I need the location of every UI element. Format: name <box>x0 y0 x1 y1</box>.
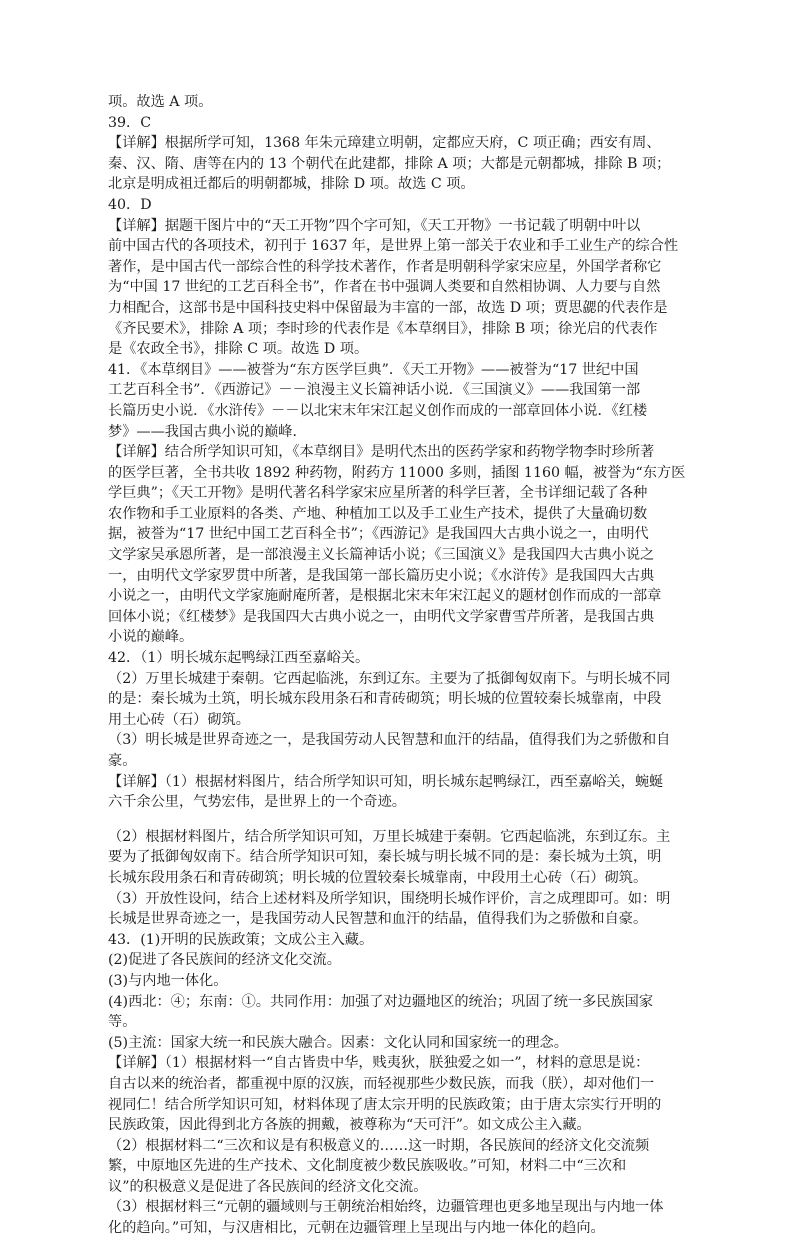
text-line: 的是：秦长城为土筑，明长城东段用条石和青砖砌筑；明长城的位置较秦长城靠南，中段 <box>108 691 662 708</box>
text-line: 回体小说；《红楼梦》是我国四大古典小说之一，由明代文学家曹雪芹所著，是我国古典 <box>108 608 655 625</box>
text-line: 用土心砖（石）砌筑。 <box>108 711 250 728</box>
text-line: 长城东段用条石和青砖砌筑；明长城的位置较秦长城靠南，中段用土心砖（石）砌筑。 <box>108 869 648 886</box>
blank-gap <box>108 813 708 827</box>
text-line: 六千余公里，气势宏伟，是世界上的一个奇迹。 <box>108 794 406 811</box>
text-line: 豪。 <box>108 753 137 769</box>
text-line: 自古以来的统治者，都重视中原的汉族，而轻视那些少数民族，而我（朕），却对他们一 <box>108 1075 655 1092</box>
text-line: 长城是世界奇迹之一，是我国劳动人民智慧和血汗的结晶，值得我们为之骄傲和自豪。 <box>108 911 648 928</box>
text-line: 一，由明代文学家罗贯中所著，是我国第一部长篇历史小说；《水浒传》是我国四大古典 <box>108 567 655 584</box>
text-line: 前中国古代的各项技术，初刊于 1637 年，是世界上第一部关于农业和手工业生产的综合性 <box>108 238 679 255</box>
text-line: (3)与内地一体化。 <box>108 972 228 989</box>
text-line: 项。故选 A 项。 <box>108 94 213 110</box>
text-line: 民族政策，因此得到北方各族的拥戴，被尊称为“天可汗”。如文成公主入藏。 <box>108 1117 591 1134</box>
text-line: 【详解】（1）根据材料图片，结合所学知识可知，明长城东起鸭绿江，西至嘉峪关，蜿蜒 <box>108 773 664 790</box>
text-line: 是《农政全书》，排除 C 项。故选 D 项。 <box>108 341 369 358</box>
text-line: 43．(1)开明的民族政策；文成公主入藏。 <box>108 931 374 948</box>
text-line: 42．（1）明长城东起鸭绿江西至嘉峪关。 <box>108 650 370 667</box>
text-line: 《齐民要术》，排除 A 项；李时珍的代表作是《本草纲目》，排除 B 项；徐光启的代表作 <box>108 320 658 337</box>
text-line: 秦、汉、隋、唐等在内的 13 个朝代在此建都，排除 A 项；大都是元朝都城，排除 B 项； <box>108 155 671 172</box>
text-line: 北京是明成祖迁都后的明朝都城，排除 D 项。故选 C 项。 <box>108 176 475 193</box>
text-line: 工艺百科全书”．《西游记》－－浪漫主义长篇神话小说．《三国演义》——我国第一部 <box>108 382 641 399</box>
text-line: 等。 <box>108 1014 137 1031</box>
text-line: 的医学巨著，全书共收 1892 种药物，附药方 11000 多则，插图 1160 幅，被誉为“东方医 <box>108 464 686 481</box>
text-line: 【详解】结合所学知识可知，《本草纲目》是明代杰出的医药学家和药物学物李时珍所著 <box>108 444 655 461</box>
text-line: 40．D <box>108 196 152 213</box>
text-line: 【详解】根据所学可知，1368 年朱元璋建立明朝，定都应天府，C 项正确；西安有周、 <box>108 135 661 152</box>
text-line: 议”的积极意义是促进了各民族间的经济文化交流。 <box>108 1178 428 1195</box>
text-line: 力相配合，这部书是中国科技史料中保留最为丰富的一部，故选 D 项；贾思勰的代表作是 <box>108 299 668 316</box>
text-line: 39．C <box>108 114 152 131</box>
text-line: 为“中国 17 世纪的工艺百科全书”，作者在书中强调人类要和自然相协调、人力要与自然 <box>108 279 661 296</box>
text-block-lower <box>108 827 708 1239</box>
text-line: （3）根据材料三“元朝的疆域则与王朝统治相始终，边疆管理也更多地呈现出与内地一体 <box>108 1199 664 1216</box>
text-line: (2)促进了各民族间的经济文化交流。 <box>108 952 341 969</box>
text-line: 41．《本草纲目》——被誉为“东方医学巨典”．《天工开物》——被誉为“17 世纪中国 <box>108 361 639 378</box>
text-line: （2）根据材料图片，结合所学知识可知，万里长城建于秦朝。它西起临洮，东到辽东。主 <box>108 828 671 845</box>
text-line: 要为了抵御匈奴南下。结合所学知识可知，秦长城与明长城不同的是：秦长城为土筑，明 <box>108 849 662 866</box>
text-line: （2）根据材料二“三次和议是有积极意义的……这一时期，各民族间的经济文化交流频 <box>108 1137 650 1154</box>
text-line: (5)主流：国家大统一和民族大融合。因素：文化认同和国家统一的理念。 <box>108 1034 568 1051</box>
text-line: 繁，中原地区先进的生产技术、文化制度被少数民族吸收。”可知，材料二中“三次和 <box>108 1158 627 1175</box>
answer-document <box>108 92 708 1239</box>
text-line: 著作，是中国古代一部综合性的科学技术著作，作者是明朝科学家宋应星，外国学者称它 <box>108 258 662 275</box>
text-line: 【详解】（1）根据材料一“自古皆贵中华，贱夷狄，朕独爱之如一”，材料的意思是说： <box>108 1055 650 1072</box>
text-line: 文学家吴承恩所著，是一部浪漫主义长篇神话小说；《三国演义》是我国四大古典小说之 <box>108 547 655 564</box>
text-line: 小说之一，由明代文学家施耐庵所著，是根据北宋末年宋江起义的题材创作而成的一部章 <box>108 588 662 605</box>
text-line: （2）万里长城建于秦朝。它西起临洮，东到辽东。主要为了抵御匈奴南下。与明长城不同 <box>108 670 671 687</box>
text-line: 化的趋向。”可知，与汉唐相比，元朝在边疆管理上呈现出与内地一体化的趋向。 <box>108 1220 605 1237</box>
text-line: （3）明长城是世界奇迹之一，是我国劳动人民智慧和血汗的结晶，值得我们为之骄傲和自 <box>108 732 671 749</box>
text-block-upper <box>108 92 708 813</box>
text-line: (4)西北：④；东南：①。共同作用：加强了对边疆地区的统治；巩固了统一多民族国家 <box>108 993 654 1010</box>
text-line: 【详解】据题干图片中的“天工开物”四个字可知，《天工开物》一书记载了明朝中叶以 <box>108 217 641 234</box>
text-line: 农作物和手工业原料的各类、产地、种植加工以及手工业生产技术，提供了大量确切数 <box>108 505 648 522</box>
text-line: 梦》——我国古典小说的巅峰． <box>108 423 307 440</box>
text-line: 小说的巅峰。 <box>108 629 194 646</box>
text-line: 学巨典”；《天工开物》是明代著名科学家宋应星所著的科学巨著，全书详细记载了各种 <box>108 485 648 502</box>
text-line: 视同仁！结合所学知识可知，材料体现了唐太宗开明的民族政策；由于唐太宗实行开明的 <box>108 1096 662 1113</box>
text-line: 长篇历史小说．《水浒传》－－以北宋末年宋江起义创作而成的一部章回体小说．《红楼 <box>108 402 648 419</box>
text-line: 据，被誉为“17 世纪中国工艺百科全书”；《西游记》是我国四大古典小说之一，由明代 <box>108 526 649 543</box>
text-line: （3）开放性设问，结合上述材料及所学知识，围绕明长城作评价，言之成理即可。如：明 <box>108 890 671 907</box>
